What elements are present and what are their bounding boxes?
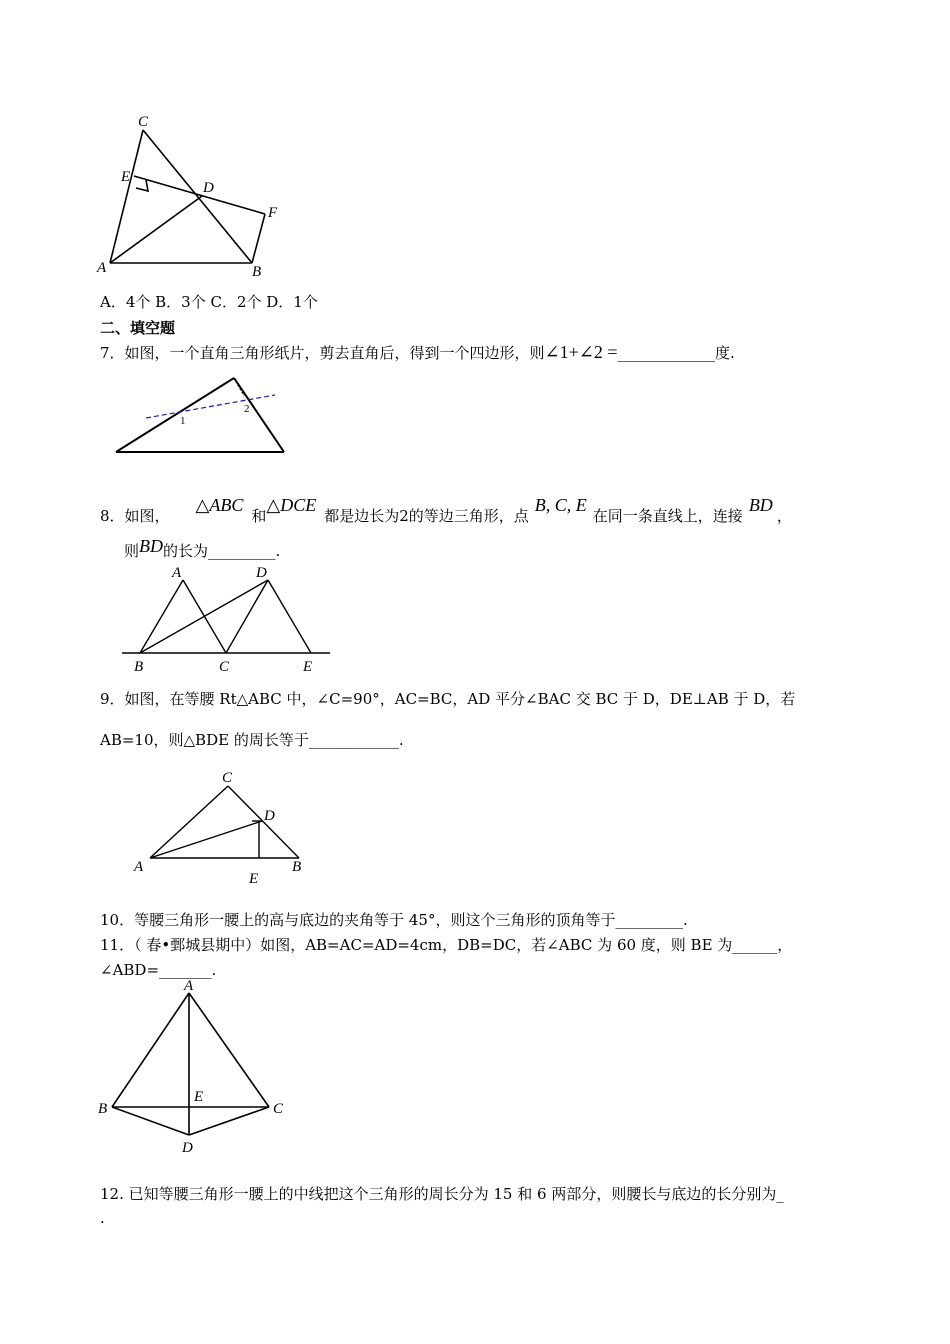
q7-text-after: 度. — [715, 344, 735, 362]
label-e: E — [194, 1089, 204, 1105]
figure-q7 — [110, 372, 290, 460]
q8-mid: 都是边长为2的等边三角形，点 — [324, 507, 529, 525]
label-d: D — [264, 808, 275, 824]
q9-line2: AB=10，则△BDE 的周长等于____________. — [100, 731, 404, 749]
label-c: C — [137, 114, 149, 130]
q7-text — [100, 342, 735, 363]
q11-line1: 11．（ 春•鄄城县期中）如图，AB=AC=AD=4cm，DB=DC，若∠ABC 为 60 度，则 BE 为______， — [100, 936, 793, 954]
q7-math: ∠1+∠2 = — [544, 342, 618, 362]
figure-q11 — [95, 975, 295, 1165]
label-a: A — [172, 565, 182, 581]
label-c: C — [219, 659, 230, 675]
figure-q8 — [120, 560, 340, 675]
q8-points: B, C, E — [534, 495, 587, 515]
q9-line1: 9．如图，在等腰 Rt△ABC 中，∠C=90°，AC=BC，AD 平分∠BAC 交 BC 于 D，DE⊥AB 于 D，若 — [100, 690, 796, 708]
label-a: A — [184, 978, 194, 994]
figure-q6 — [95, 110, 295, 285]
label-d: D — [256, 565, 267, 581]
label-d: D — [203, 180, 214, 196]
figure-q9 — [130, 765, 315, 890]
q8-line1 — [100, 495, 792, 527]
q8-triangle-dce: △DCE — [266, 495, 317, 515]
label-f: F — [268, 205, 278, 221]
label-e: E — [121, 169, 131, 185]
label-b: B — [98, 1101, 108, 1117]
q7-text-before: 7．如图，一个直角三角形纸片，剪去直角后，得到一个四边形，则 — [100, 344, 545, 362]
q8-prefix: 8．如图， — [100, 507, 170, 525]
label-b: B — [134, 659, 144, 675]
q8-bd: BD — [748, 495, 773, 515]
label-e: E — [249, 871, 259, 887]
q10-text: 10．等腰三角形一腰上的高与底边的夹角等于 45°，则这个三角形的顶角等于_________. — [100, 911, 688, 929]
label-d: D — [182, 1140, 193, 1156]
angle-label-2: 2 — [244, 403, 250, 415]
q11-line2: ∠ABD=_______. — [100, 961, 217, 979]
q7-blank: _____________ — [617, 344, 716, 362]
q12-line2: . — [100, 1209, 105, 1227]
label-a: A — [97, 260, 107, 276]
q8-bd-2: BD — [139, 536, 164, 556]
label-e: E — [303, 659, 313, 675]
q8-mid2: 在同一条直线上，连接 — [592, 507, 743, 525]
q6-options: A．4个 B．3个 C．2个 D．1个 — [100, 293, 318, 311]
q8-triangle-abc: △ABC — [195, 495, 244, 515]
label-c: C — [222, 770, 233, 786]
label-b: B — [292, 859, 302, 875]
label-a: A — [134, 859, 144, 875]
q8-comma: ， — [776, 507, 792, 525]
q8-line2 — [124, 536, 281, 561]
q8-and: 和 — [251, 507, 267, 525]
section-heading: 二、填空题 — [100, 319, 176, 337]
angle-label-1: 1 — [180, 415, 186, 427]
label-c: C — [273, 1101, 284, 1117]
q12-line1: 12. 已知等腰三角形一腰上的中线把这个三角形的周长分为 15 和 6 两部分，则腰长与底边的长分别为_ — [100, 1185, 784, 1203]
label-b: B — [252, 264, 262, 280]
q8-line2-suffix: 的长为_________. — [163, 542, 281, 560]
q8-line2-prefix: 则 — [124, 542, 140, 560]
